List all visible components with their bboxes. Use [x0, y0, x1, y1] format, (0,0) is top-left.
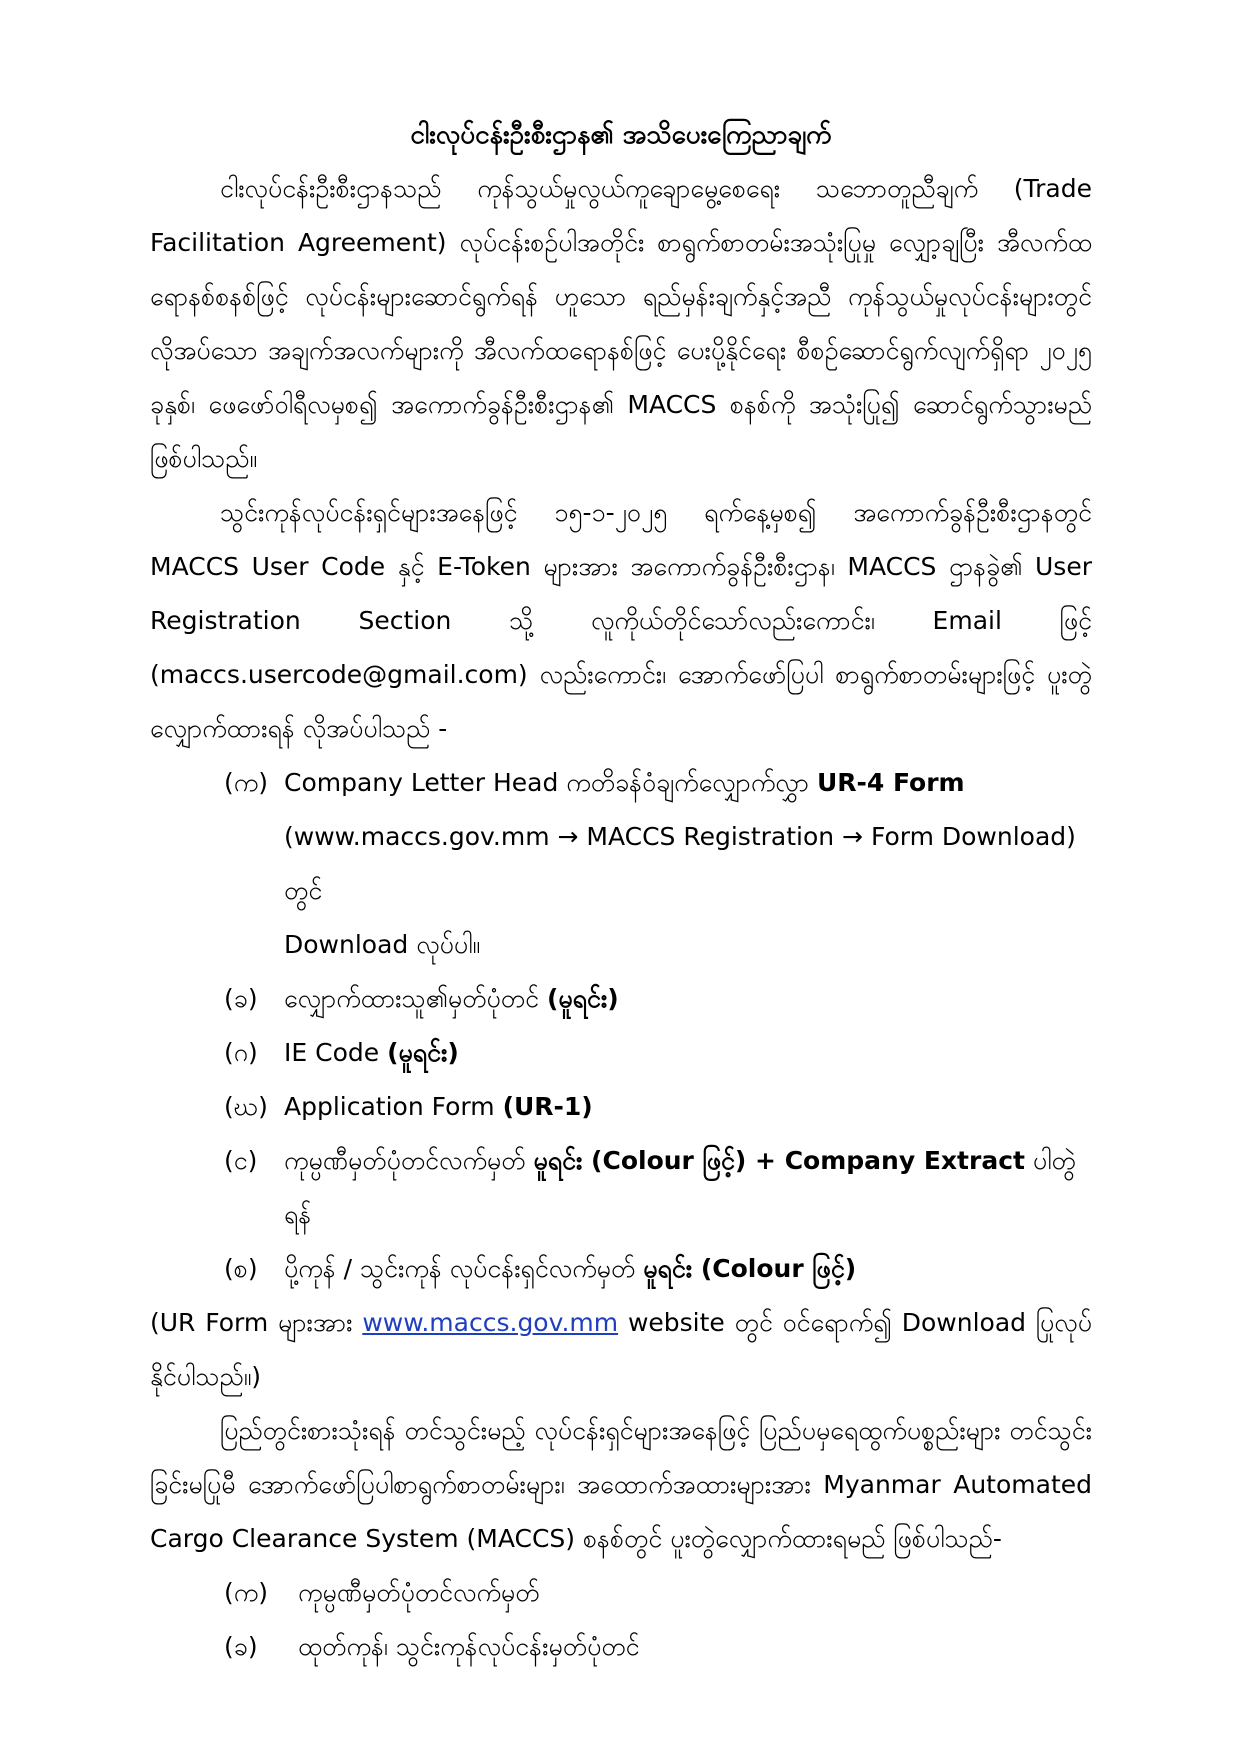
list-marker: (င): [224, 1146, 258, 1175]
list-item-subline: Download လုပ်ပါ။: [284, 930, 481, 959]
paragraph-intro: ငါးလုပ်ငန်းဦးစီးဌာနသည် ကုန်သွယ်မှုလွယ်ကူချောမွေ့စေရေး သဘောတူညီချက် (Trade Facilitation Agreement) လုပ်ငန်းစဥ်ပါအတိုင်း စာရွက်စာတမ်းအသုံးပြုမှု လျှော့ချပြီး အီလက်ထရောနစ်စနစ်ဖြင့် လုပ်ငန်းများဆောင်ရွက်ရန် ဟူသော ရည်မှန်းချက်နှင့်အညီ ကုန်သွယ်မှုလုပ်ငန်းများတွင် လိုအပ်သော အချက်အလက်များကို အီလက်ထရောနစ်ဖြင့် ပေးပို့နိုင်ရေး စီစဥ်ဆောင်ရွက်လျက်ရှိရာ ၂၀၂၅ ခုနှစ်၊ ဖေဖော်ဝါရီလမှစ၍ အကောက်ခွန်ဦးစီးဌာန၏ MACCS စနစ်ကို အသုံးပြု၍ ဆောင်ရွက်သွားမည် ဖြစ်ပါသည်။: [150, 174, 1092, 473]
list-marker: (ဂ): [224, 1038, 258, 1067]
list-item-bold: (UR-1): [502, 1092, 593, 1121]
list-marker: (စ): [224, 1254, 258, 1283]
maccs-documents-list: [150, 1566, 1092, 1674]
list-item-text: လျှောက်ထားသူ၏မှတ်ပုံတင်: [284, 984, 547, 1013]
list-item-bold: မူရင်း (Colour ဖြင့်) + Company Extract: [533, 1146, 1025, 1175]
list-item: [150, 1242, 1092, 1296]
list-item: [150, 1134, 1092, 1242]
list-item: [150, 972, 1092, 1026]
list-item-bold: UR-4 Form: [816, 768, 965, 797]
list-item-bold: (မူရင်း): [387, 1038, 459, 1067]
list-item-text: ကုမ္ပဏီမှတ်ပုံတင်လက်မှတ်: [284, 1146, 534, 1175]
list-marker: (ခ): [224, 1632, 258, 1661]
list-item-bold: (မူရင်း): [546, 984, 619, 1013]
list-item-bold: မူရင်း (Colour ဖြင့်): [643, 1254, 857, 1283]
paragraph-importers: သွင်းကုန်လုပ်ငန်းရှင်များအနေဖြင့် ၁၅-၁-၂၀၂၅ ရက်နေ့မှစ၍ အကောက်ခွန်ဦးစီးဌာနတွင် MACCS User Code နှင့် E-Token များအား အကောက်ခွန်ဦးစီးဌာန၊ MACCS ဌာနခွဲ၏ User Registration Section သို့ လူကိုယ်တိုင်သော်လည်းကောင်း၊ Email ဖြင့် (maccs.usercode@gmail.com) လည်းကောင်း၊ အောက်ဖော်ပြပါ စာရွက်စာတမ်းများဖြင့် ပူးတွဲလျှောက်ထားရန် လိုအပ်ပါသည် -: [150, 498, 1092, 743]
list-item-suffix: ပါတွဲရန်: [284, 1146, 1076, 1229]
note-prefix: (UR Form များအား: [150, 1308, 363, 1337]
list-marker: (က): [224, 1578, 268, 1607]
list-item: [150, 1026, 1092, 1080]
list-item-text: ပို့ကုန် / သွင်းကုန် လုပ်ငန်းရှင်လက်မှတ်: [284, 1254, 644, 1283]
list-item-text: Application Form: [284, 1092, 503, 1121]
list-item: [150, 756, 1092, 810]
list-item: [150, 1080, 1092, 1134]
list-item-subline: (www.maccs.gov.mm → MACCS Registration → Form Download) တွင်: [284, 822, 1076, 905]
paragraph-domestic-import: ပြည်တွင်းစားသုံးရန် တင်သွင်းမည့် လုပ်ငန်းရှင်များအနေဖြင့် ပြည်ပမှရေထွက်ပစ္စည်းများ တင်သွင်းခြင်းမပြုမီ အောက်ဖော်ပြပါစာရွက်စာတမ်းများ၊ အထောက်အထားများအား Myanmar Automated Cargo Clearance System (MACCS) စနစ်တွင် ပူးတွဲလျှောက်ထားရမည် ဖြစ်ပါသည်-: [150, 1416, 1092, 1553]
list-item-text: Company Letter Head ကတိခန်ဝံချက်လျှောက်လွှာ: [284, 768, 817, 797]
list-marker: (က): [224, 768, 268, 797]
list-marker: (ဃ): [224, 1092, 268, 1121]
list-item-text: ထုတ်ကုန်၊ သွင်းကုန်လုပ်ငန်းမှတ်ပုံတင်: [298, 1632, 640, 1661]
download-note: [150, 1296, 1092, 1404]
note-suffix: website တွင် ဝင်ရောက်၍ Download ပြုလုပ်နိုင်ပါသည်။): [150, 1308, 1092, 1391]
list-item-text: ကုမ္ပဏီမှတ်ပုံတင်လက်မှတ်: [298, 1578, 540, 1607]
list-marker: (ခ): [224, 984, 258, 1013]
document-title: ငါးလုပ်ငန်းဦးစီးဌာန၏ အသိပေးကြေညာချက်: [410, 120, 832, 150]
list-item: [150, 1620, 1092, 1674]
list-item-text: IE Code: [284, 1038, 388, 1067]
required-documents-list: [150, 756, 1092, 1296]
list-item: [150, 1566, 1092, 1620]
document-page: [150, 108, 1092, 1674]
maccs-website-link[interactable]: www.maccs.gov.mm: [362, 1308, 619, 1337]
